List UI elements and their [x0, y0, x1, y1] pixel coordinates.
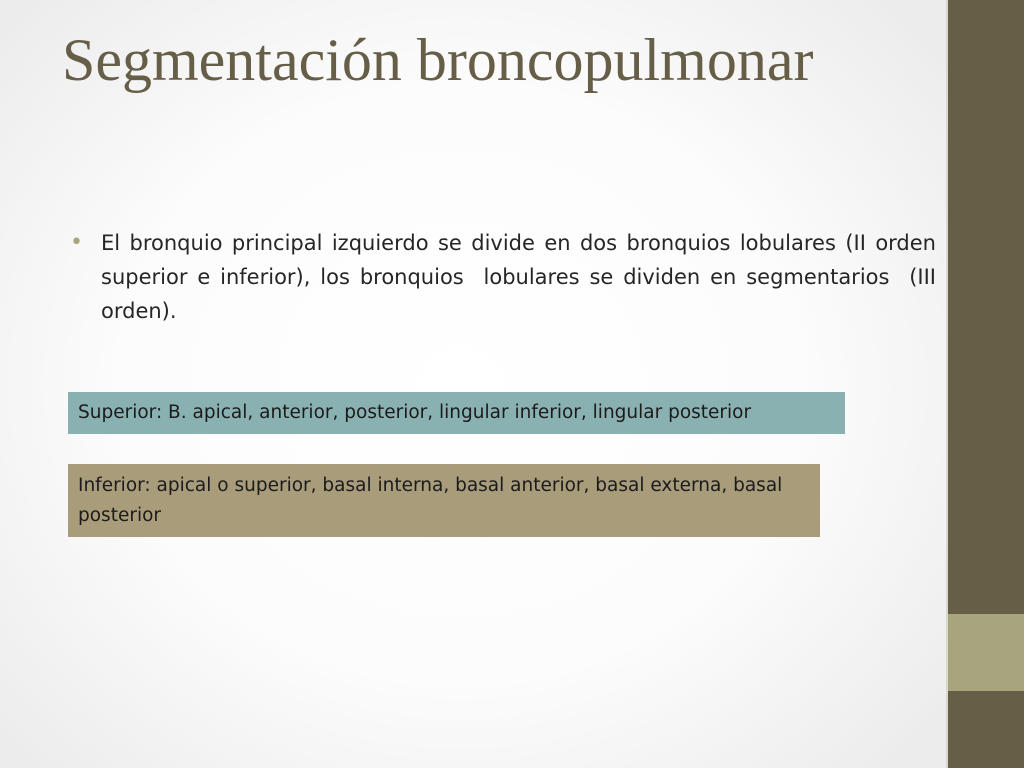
bullet-text: El bronquio principal izquierdo se divide en dos bronquios lobulares (II orden superior e inferior), los bronquios lobulares se dividen en segmentarios (III orden). [101, 231, 943, 323]
sidebar-accent-top [948, 0, 1024, 614]
superior-segments-box: Superior: B. apical, anterior, posterior, lingular inferior, lingular posterior [68, 392, 845, 434]
inferior-segments-box: Inferior: apical o superior, basal interna, basal anterior, basal externa, basal posterior [68, 464, 820, 537]
slide-title: Segmentación broncopulmonar [62, 27, 814, 93]
sidebar-accent-middle [948, 614, 1024, 691]
sidebar-accent-bottom [948, 691, 1024, 768]
bullet-marker: • [70, 230, 83, 255]
